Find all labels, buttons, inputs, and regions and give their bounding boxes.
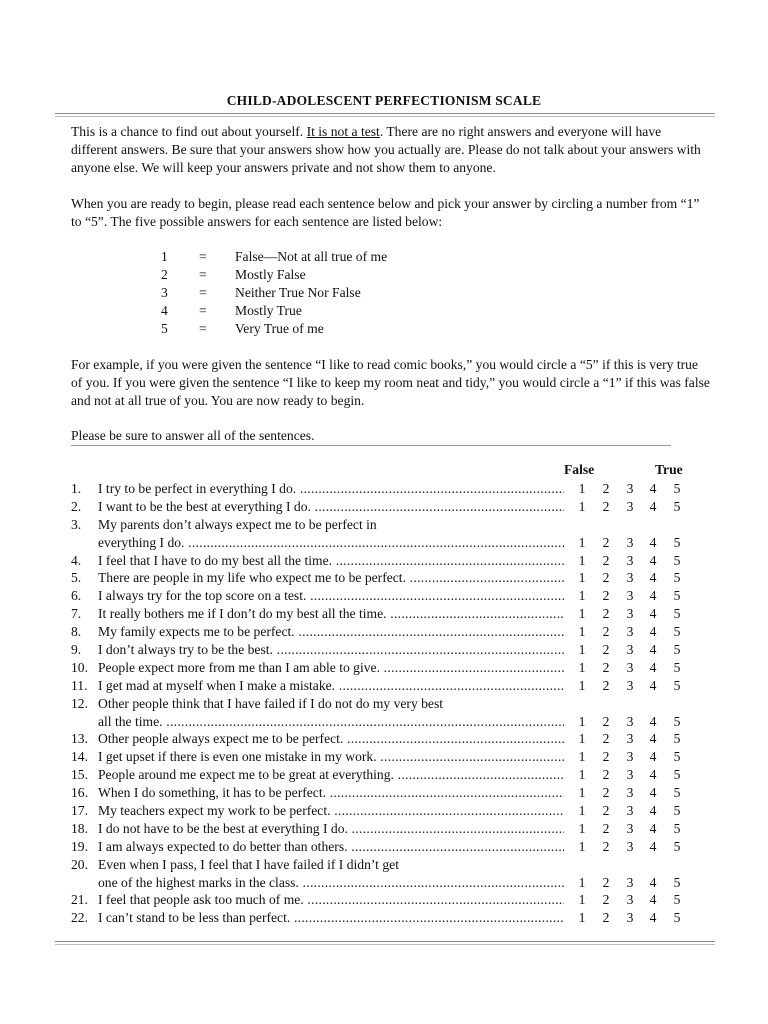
answer-option-3[interactable]: 3: [626, 588, 634, 604]
questionnaire-item: [71, 623, 691, 641]
scale-equals: =: [199, 285, 207, 300]
item-text: I want to be the best at everything I do. .....: [98, 498, 564, 516]
answer-option-5[interactable]: 5: [673, 570, 681, 586]
item-text: I get upset if there is even one mistake in my work. .....: [98, 748, 564, 766]
answer-option-3[interactable]: 3: [626, 767, 634, 783]
item-text: I feel that people ask too much of me. .....: [98, 891, 564, 909]
answer-option-5[interactable]: 5: [673, 803, 681, 819]
answer-option-3[interactable]: 3: [626, 749, 634, 765]
answer-option-2[interactable]: 2: [602, 498, 610, 514]
scale-label: Mostly True: [235, 303, 302, 318]
item-text: one of the highest marks in the class. .....: [98, 874, 564, 892]
answer-option-5[interactable]: 5: [673, 838, 681, 854]
intro-text-end: . There are no right answers and everyone will have different answers. Be sure that your answers show how you actually are. Please do not talk about your answers with anyone else. We will keep your answers private and not show them to anyone.: [71, 124, 701, 175]
answer-option-1[interactable]: 1: [578, 892, 586, 908]
answer-option-2[interactable]: 2: [602, 588, 610, 604]
answer-option-5[interactable]: 5: [673, 820, 681, 836]
item-number: 13.: [71, 731, 88, 747]
item-line: [71, 569, 691, 587]
answer-option-1[interactable]: 1: [578, 838, 586, 854]
item-number: 7.: [71, 606, 82, 622]
item-text: My family expects me to be perfect. .....: [98, 623, 564, 641]
answer-option-4[interactable]: 4: [649, 713, 657, 729]
intro-paragraph: [71, 123, 711, 177]
answer-option-4[interactable]: 4: [649, 838, 657, 854]
item-line: [71, 838, 691, 856]
answer-option-1[interactable]: 1: [578, 552, 586, 568]
answer-option-1[interactable]: 1: [578, 606, 586, 622]
item-text: When I do something, it has to be perfect. .....: [98, 784, 564, 802]
item-text: Even when I pass, I feel that I have failed if I didn’t get: [98, 856, 399, 872]
scale-number: 1: [161, 249, 168, 264]
answer-option-3[interactable]: 3: [626, 534, 634, 550]
questionnaire-item: [71, 909, 691, 927]
scale-equals: =: [199, 249, 207, 264]
answer-option-3[interactable]: 3: [626, 481, 634, 496]
answer-option-3[interactable]: 3: [626, 820, 634, 836]
answer-option-3[interactable]: 3: [626, 570, 634, 586]
answer-option-4[interactable]: 4: [649, 570, 657, 586]
scale-equals: =: [199, 267, 207, 282]
answer-option-2[interactable]: 2: [602, 767, 610, 783]
answer-option-3[interactable]: 3: [626, 874, 634, 890]
answer-option-4[interactable]: 4: [649, 481, 657, 496]
item-line: [71, 784, 691, 802]
item-number: 1.: [71, 481, 82, 496]
item-number: 6.: [71, 588, 82, 604]
questionnaire-item: [71, 605, 691, 623]
answer-option-3[interactable]: 3: [626, 606, 634, 622]
item-number: 22.: [71, 910, 88, 926]
item-text: I can’t stand to be less than perfect. .....: [98, 909, 564, 927]
questionnaire-item: [71, 695, 691, 731]
item-number: 21.: [71, 892, 88, 908]
answer-option-3[interactable]: 3: [626, 552, 634, 568]
top-rule: [55, 113, 715, 114]
item-text: I do not have to be the best at everything I do. .....: [98, 820, 564, 838]
questionnaire-item: [71, 552, 691, 570]
answer-option-4[interactable]: 4: [649, 749, 657, 765]
questionnaire-item: [71, 730, 691, 748]
answer-option-1[interactable]: 1: [578, 785, 586, 801]
item-text: People expect more from me than I am able to give. .....: [98, 659, 564, 677]
answer-option-1[interactable]: 1: [578, 642, 586, 658]
answer-option-2[interactable]: 2: [602, 677, 610, 693]
questionnaire-item: [71, 802, 691, 820]
answer-option-3[interactable]: 3: [626, 803, 634, 819]
answer-option-5[interactable]: 5: [673, 731, 681, 747]
answer-option-5[interactable]: 5: [673, 910, 681, 926]
answer-option-5[interactable]: 5: [673, 606, 681, 622]
answer-option-3[interactable]: 3: [626, 785, 634, 801]
answer-option-2[interactable]: 2: [602, 642, 610, 658]
item-number: 18.: [71, 820, 88, 836]
answer-option-1[interactable]: 1: [578, 481, 586, 496]
answer-option-2[interactable]: 2: [602, 820, 610, 836]
answer-option-5[interactable]: 5: [673, 552, 681, 568]
answer-option-2[interactable]: 2: [602, 659, 610, 675]
answer-option-1[interactable]: 1: [578, 910, 586, 926]
answer-option-5[interactable]: 5: [673, 642, 681, 658]
item-line: [71, 766, 691, 784]
answer-option-4[interactable]: 4: [649, 659, 657, 675]
answer-option-2[interactable]: 2: [602, 570, 610, 586]
answer-scale-list: [161, 248, 561, 338]
item-text: It really bothers me if I don’t do my best all the time. .....: [98, 605, 564, 623]
answer-option-5[interactable]: 5: [673, 767, 681, 783]
item-line: [71, 856, 691, 874]
answer-option-5[interactable]: 5: [673, 677, 681, 693]
questionnaire-item: [71, 516, 691, 552]
answer-option-5[interactable]: 5: [673, 498, 681, 514]
answer-option-4[interactable]: 4: [649, 820, 657, 836]
section-rule: [71, 445, 671, 446]
answer-option-3[interactable]: 3: [626, 677, 634, 693]
answer-option-4[interactable]: 4: [649, 534, 657, 550]
item-number: 15.: [71, 767, 88, 783]
answer-option-1[interactable]: 1: [578, 588, 586, 604]
item-number: 14.: [71, 749, 88, 765]
item-line: [71, 534, 691, 552]
questionnaire-item: [71, 480, 691, 498]
answer-option-3[interactable]: 3: [626, 642, 634, 658]
answer-option-1[interactable]: 1: [578, 803, 586, 819]
item-line: [71, 480, 691, 498]
answer-option-1[interactable]: 1: [578, 749, 586, 765]
answer-option-4[interactable]: 4: [649, 498, 657, 514]
item-line: [71, 516, 691, 534]
item-text: I always try for the top score on a test. .....: [98, 587, 564, 605]
answer-option-2[interactable]: 2: [602, 749, 610, 765]
answer-option-3[interactable]: 3: [626, 838, 634, 854]
item-text: There are people in my life who expect me to be perfect. .....: [98, 569, 564, 587]
scale-row: [161, 284, 561, 302]
questionnaire-item: [71, 856, 691, 892]
answer-option-2[interactable]: 2: [602, 785, 610, 801]
item-number: 5.: [71, 570, 82, 586]
item-line: [71, 605, 691, 623]
item-text: I feel that I have to do my best all the time. .....: [98, 552, 564, 570]
answer-option-3[interactable]: 3: [626, 659, 634, 675]
intro-underlined-text: It is not a test: [306, 124, 380, 139]
item-number: 8.: [71, 624, 82, 640]
answer-option-2[interactable]: 2: [602, 874, 610, 890]
answer-option-1[interactable]: 1: [578, 677, 586, 693]
item-number: 19.: [71, 838, 88, 854]
item-line: [71, 802, 691, 820]
item-line: [71, 874, 691, 892]
item-line: [71, 909, 691, 927]
scale-equals: =: [199, 321, 207, 336]
answer-option-5[interactable]: 5: [673, 534, 681, 550]
answer-option-4[interactable]: 4: [649, 642, 657, 658]
answer-option-1[interactable]: 1: [578, 820, 586, 836]
item-text: People around me expect me to be great at everything. .....: [98, 766, 564, 784]
answer-option-2[interactable]: 2: [602, 731, 610, 747]
scale-label: Very True of me: [235, 321, 324, 336]
answer-option-3[interactable]: 3: [626, 731, 634, 747]
answer-option-1[interactable]: 1: [578, 498, 586, 514]
answer-option-2[interactable]: 2: [602, 624, 610, 640]
item-text: I am always expected to do better than others. .....: [98, 838, 564, 856]
answer-option-2[interactable]: 2: [602, 803, 610, 819]
item-number: 9.: [71, 642, 82, 658]
scale-row: [161, 248, 561, 266]
answer-option-4[interactable]: 4: [649, 624, 657, 640]
item-line: [71, 730, 691, 748]
answer-option-1[interactable]: 1: [578, 713, 586, 729]
questionnaire-item: [71, 784, 691, 802]
item-number: 20.: [71, 856, 88, 872]
scale-equals: =: [199, 303, 207, 318]
answer-option-3[interactable]: 3: [626, 910, 634, 926]
item-line: [71, 820, 691, 838]
item-line: [71, 552, 691, 570]
answer-option-1[interactable]: 1: [578, 570, 586, 586]
scale-number: 3: [161, 285, 168, 300]
answer-option-3[interactable]: 3: [626, 624, 634, 640]
item-text: Other people always expect me to be perfect. .....: [98, 730, 564, 748]
item-number: 2.: [71, 498, 82, 514]
answer-option-1[interactable]: 1: [578, 534, 586, 550]
answer-option-5[interactable]: 5: [673, 624, 681, 640]
bottom-rule: [55, 941, 715, 942]
true-column-header: True: [655, 462, 683, 477]
scale-row: [161, 302, 561, 320]
item-text: I get mad at myself when I make a mistake. .....: [98, 677, 564, 695]
answer-option-1[interactable]: 1: [578, 874, 586, 890]
item-line: [71, 713, 691, 731]
answer-option-3[interactable]: 3: [626, 892, 634, 908]
reminder-text: Please be sure to answer all of the sentences.: [71, 428, 315, 443]
item-line: [71, 659, 691, 677]
answer-option-5[interactable]: 5: [673, 713, 681, 729]
scale-row: [161, 320, 561, 338]
scale-label: Neither True Nor False: [235, 285, 361, 300]
instructions-paragraph: When you are ready to begin, please read each sentence below and pick your answer by circling a number from “1” to “5”. The five possible answers for each sentence are listed below:: [71, 196, 700, 229]
example-paragraph: For example, if you were given the sentence “I like to read comic books,” you would circle a “5” if this is very true of you. If you were given the sentence “I like to keep my room neat and tidy,” you would circle a “1” if this was false and not at all true of you. You are now ready to begin.: [71, 357, 710, 408]
item-line: [71, 677, 691, 695]
item-line: [71, 748, 691, 766]
answer-option-5[interactable]: 5: [673, 874, 681, 890]
item-text: all the time. .....: [98, 713, 564, 731]
answer-option-2[interactable]: 2: [602, 838, 610, 854]
answer-option-5[interactable]: 5: [673, 785, 681, 801]
item-line: [71, 623, 691, 641]
answer-option-3[interactable]: 3: [626, 713, 634, 729]
scale-label: Mostly False: [235, 267, 306, 282]
answer-option-2[interactable]: 2: [602, 910, 610, 926]
bottom-rule-secondary: [55, 944, 715, 945]
item-text: Other people think that I have failed if I do not do my very best: [98, 695, 444, 711]
scale-label: False—Not at all true of me: [235, 249, 388, 264]
answer-option-5[interactable]: 5: [673, 481, 681, 496]
item-number: 4.: [71, 552, 82, 568]
answer-option-5[interactable]: 5: [673, 749, 681, 765]
page-title: CHILD-ADOLESCENT PERFECTIONISM SCALE: [226, 93, 542, 108]
answer-option-2[interactable]: 2: [602, 481, 610, 496]
answer-option-2[interactable]: 2: [602, 713, 610, 729]
scale-number: 2: [161, 267, 168, 282]
answer-option-5[interactable]: 5: [673, 588, 681, 604]
answer-option-5[interactable]: 5: [673, 659, 681, 675]
intro-text-start: This is a chance to find out about yourself.: [71, 124, 307, 139]
answer-option-1[interactable]: 1: [578, 767, 586, 783]
questionnaire-item: [71, 748, 691, 766]
scale-row: [161, 266, 561, 284]
answer-option-4[interactable]: 4: [649, 677, 657, 693]
questionnaire-item: [71, 891, 691, 909]
questionnaire-item: [71, 641, 691, 659]
answer-option-4[interactable]: 4: [649, 767, 657, 783]
item-number: 16.: [71, 785, 88, 801]
item-number: 12.: [71, 695, 88, 711]
item-number: 11.: [71, 677, 88, 693]
answer-option-4[interactable]: 4: [649, 731, 657, 747]
answer-option-4[interactable]: 4: [649, 552, 657, 568]
questionnaire-item: [71, 766, 691, 784]
scale-number: 5: [161, 321, 168, 336]
questionnaire-item: [71, 498, 691, 516]
answer-option-4[interactable]: 4: [649, 785, 657, 801]
false-column-header: False: [564, 462, 595, 477]
item-text: I try to be perfect in everything I do. .....: [98, 480, 564, 498]
item-text: everything I do. .....: [98, 534, 564, 552]
top-rule-secondary: [55, 116, 715, 117]
questionnaire-item: [71, 587, 691, 605]
scale-number: 4: [161, 303, 168, 318]
questionnaire-item: [71, 820, 691, 838]
item-line: [71, 695, 691, 713]
answer-option-4[interactable]: 4: [649, 874, 657, 890]
item-text: My teachers expect my work to be perfect. .....: [98, 802, 564, 820]
questionnaire-item: [71, 677, 691, 695]
questionnaire-item: [71, 838, 691, 856]
answer-option-1[interactable]: 1: [578, 731, 586, 747]
answer-option-4[interactable]: 4: [649, 892, 657, 908]
item-number: 17.: [71, 803, 88, 819]
item-line: [71, 587, 691, 605]
answer-option-2[interactable]: 2: [602, 892, 610, 908]
answer-option-2[interactable]: 2: [602, 606, 610, 622]
answer-option-4[interactable]: 4: [649, 588, 657, 604]
answer-option-1[interactable]: 1: [578, 659, 586, 675]
answer-option-5[interactable]: 5: [673, 892, 681, 908]
questionnaire-item: [71, 659, 691, 677]
answer-option-4[interactable]: 4: [649, 606, 657, 622]
item-line: [71, 498, 691, 516]
questionnaire-item: [71, 569, 691, 587]
item-number: 3.: [71, 516, 82, 532]
answer-option-2[interactable]: 2: [602, 534, 610, 550]
item-text: My parents don’t always expect me to be perfect in: [98, 516, 377, 532]
answer-option-4[interactable]: 4: [649, 803, 657, 819]
answer-option-4[interactable]: 4: [649, 910, 657, 926]
item-text: I don’t always try to be the best. .....: [98, 641, 564, 659]
item-line: [71, 641, 691, 659]
item-line: [71, 891, 691, 909]
questionnaire-items: [71, 480, 691, 927]
answer-option-1[interactable]: 1: [578, 624, 586, 640]
answer-option-2[interactable]: 2: [602, 552, 610, 568]
answer-option-3[interactable]: 3: [626, 498, 634, 514]
item-number: 10.: [71, 659, 88, 675]
